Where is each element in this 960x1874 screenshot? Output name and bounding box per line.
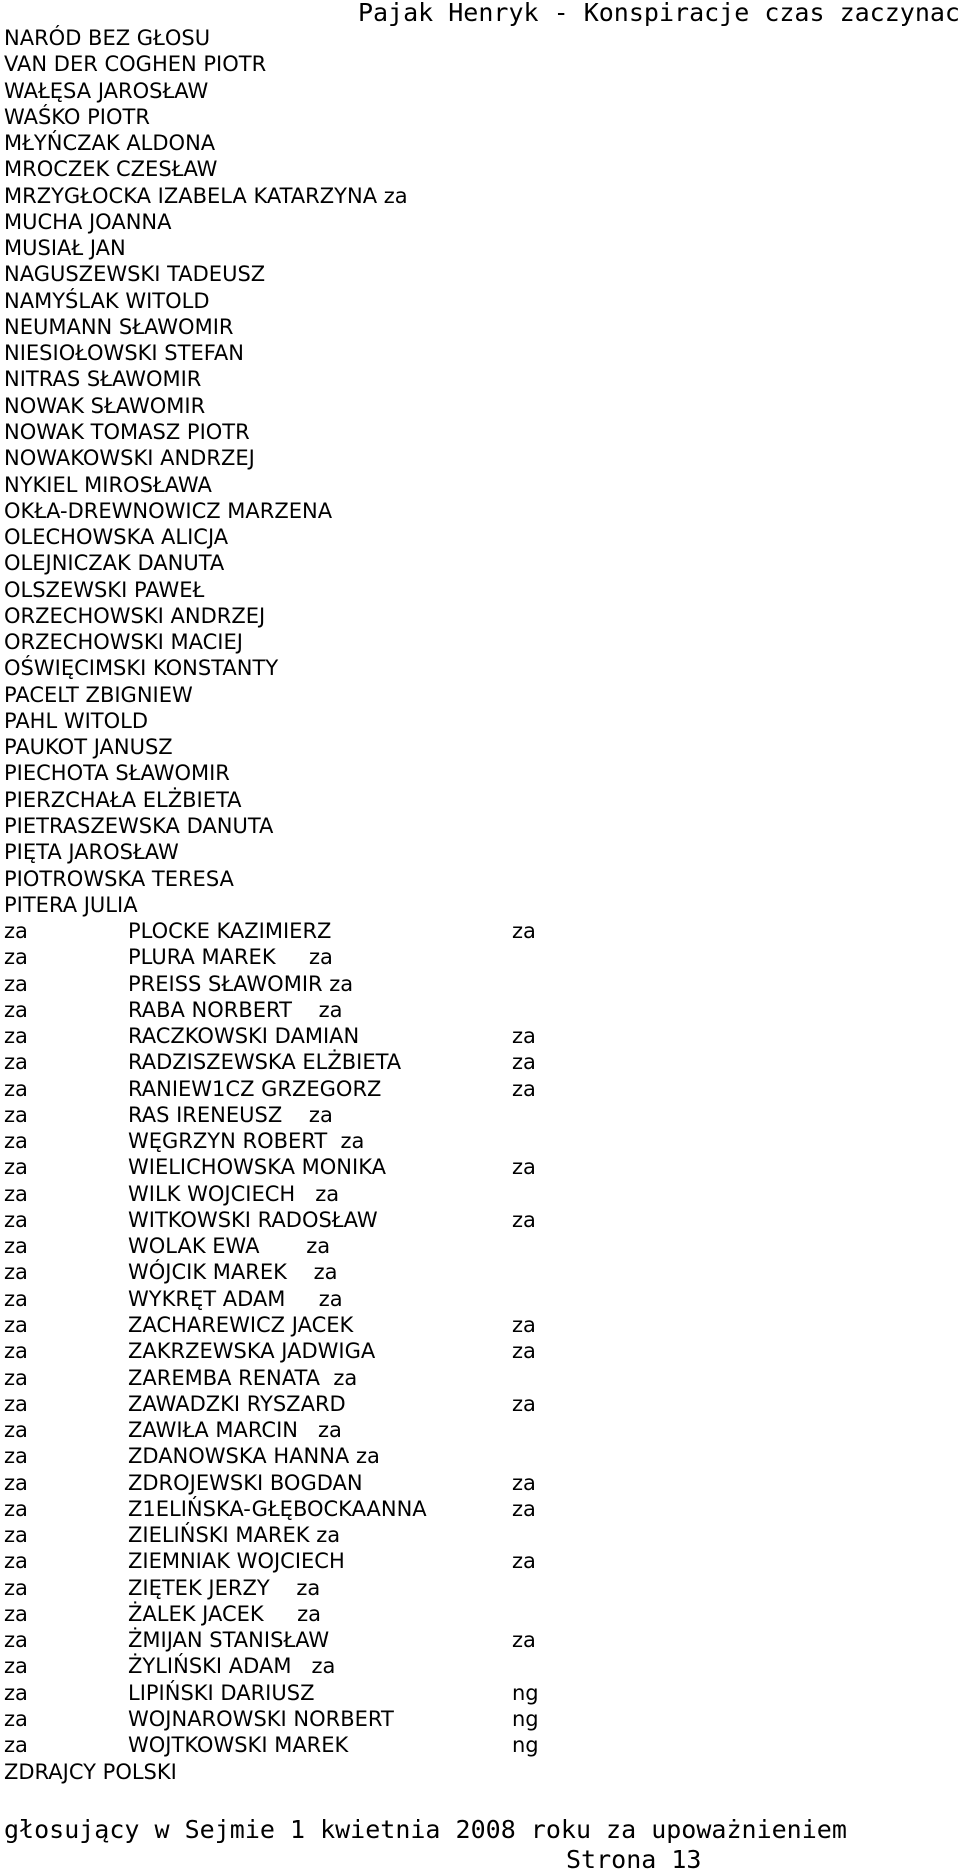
row-first-column: ORZECHOWSKI MACIEJ: [4, 630, 243, 655]
list-item: [4, 629, 954, 655]
row-first-column: WAŚKO PIOTR: [4, 104, 150, 129]
row-vote: za: [512, 1050, 536, 1075]
row-vote: ng: [512, 1707, 539, 1731]
row-name: ŻALEK JACEK za: [128, 1601, 321, 1626]
row-vote: za: [512, 1155, 536, 1180]
row-first-column: VAN DER COGHEN PIOTR: [4, 52, 267, 77]
row-first-column: za: [4, 945, 28, 970]
row-vote: za: [512, 919, 536, 944]
list-item: [4, 1312, 954, 1338]
list-item: [4, 524, 954, 550]
row-first-column: NITRAS SŁAWOMIR: [4, 367, 202, 392]
row-name: ZAREMBA RENATA za: [128, 1365, 358, 1390]
list-item: [4, 156, 954, 182]
list-item: [4, 1286, 954, 1312]
row-first-column: za: [4, 1260, 28, 1285]
list-item: [4, 813, 954, 839]
row-name: LIPIŃSKI DARIUSZ: [128, 1680, 315, 1705]
list-item: [4, 866, 954, 892]
list-item: [4, 603, 954, 629]
row-first-column: za: [4, 1391, 28, 1416]
list-item: [4, 261, 954, 287]
row-first-column: OLEJNICZAK DANUTA: [4, 551, 225, 576]
row-first-column: PIECHOTA SŁAWOMIR: [4, 761, 230, 786]
row-first-column: za: [4, 1575, 28, 1600]
row-first-column: PIOTROWSKA TERESA: [4, 866, 234, 891]
list-item: [4, 997, 954, 1023]
page-number: Strona 13: [566, 1845, 702, 1874]
row-first-column: MŁYŃCZAK ALDONA: [4, 131, 216, 156]
list-item: [4, 760, 954, 786]
row-name: PLOCKE KAZIMIERZ: [128, 919, 332, 944]
row-first-column: MUSIAŁ JAN: [4, 236, 126, 261]
list-item: [4, 235, 954, 261]
row-first-column: PIERZCHAŁA ELŻBIETA: [4, 787, 242, 812]
row-first-column: OŚWIĘCIMSKI KONSTANTY: [4, 656, 279, 681]
list-item: [4, 445, 954, 471]
row-name: ZACHAREWICZ JACEK: [128, 1313, 354, 1338]
row-first-column: MRZYGŁOCKA IZABELA KATARZYNA za: [4, 183, 408, 208]
row-vote: za: [512, 1391, 536, 1416]
list-item: [4, 655, 954, 681]
list-item: [4, 419, 954, 445]
list-item: [4, 1023, 954, 1049]
row-first-column: NARÓD BEZ GŁOSU: [4, 26, 211, 50]
row-first-column: PACELT ZBIGNIEW: [4, 682, 193, 707]
row-name: WOJTKOWSKI MAREK: [128, 1733, 349, 1758]
list-item: [4, 1128, 954, 1154]
list-item: [4, 1627, 954, 1653]
list-item: [4, 25, 954, 51]
list-item: [4, 1154, 954, 1180]
list-item: [4, 787, 954, 813]
list-item: [4, 1259, 954, 1285]
row-name: ZAKRZEWSKA JADWIGA: [128, 1339, 376, 1364]
row-name: Z1ELIŃSKA-GŁĘBOCKAANNA: [128, 1496, 427, 1521]
list-item: [4, 1759, 954, 1785]
list-item: [4, 1181, 954, 1207]
row-vote: za: [512, 1313, 536, 1338]
row-first-column: NIESIOŁOWSKI STEFAN: [4, 341, 244, 366]
row-name: PREISS SŁAWOMIR za: [128, 971, 354, 996]
list-item: [4, 1601, 954, 1627]
row-name: RADZISZEWSKA ELŻBIETA: [128, 1050, 402, 1075]
list-item: [4, 498, 954, 524]
row-vote: za: [512, 1024, 536, 1049]
row-first-column: OKŁA-DREWNOWICZ MARZENA: [4, 498, 333, 523]
list-item: [4, 971, 954, 997]
list-item: [4, 472, 954, 498]
row-first-column: za: [4, 1601, 28, 1626]
row-name: RANIEW1CZ GRZEGORZ: [128, 1076, 382, 1101]
row-first-column: za: [4, 1234, 28, 1259]
row-first-column: NYKIEL MIROSŁAWA: [4, 472, 212, 497]
row-vote: za: [512, 1628, 536, 1653]
row-first-column: NOWAKOWSKI ANDRZEJ: [4, 446, 255, 471]
row-name: ŻMIJAN STANISŁAW: [128, 1628, 330, 1653]
row-first-column: MUCHA JOANNA: [4, 209, 172, 234]
row-first-column: za: [4, 919, 28, 944]
row-first-column: NEUMANN SŁAWOMIR: [4, 314, 234, 339]
row-first-column: OLSZEWSKI PAWEŁ: [4, 577, 205, 602]
row-first-column: OLECHOWSKA ALICJA: [4, 525, 229, 550]
row-name: WITKOWSKI RADOSŁAW: [128, 1207, 378, 1232]
row-name: WÓJCIK MAREK za: [128, 1260, 338, 1285]
row-first-column: za: [4, 1523, 28, 1548]
row-first-column: za: [4, 1733, 28, 1758]
list-item: [4, 944, 954, 970]
row-vote: za: [512, 1470, 536, 1495]
row-first-column: ORZECHOWSKI ANDRZEJ: [4, 603, 266, 628]
row-first-column: PITERA JULIA: [4, 892, 138, 917]
list-item: [4, 839, 954, 865]
row-first-column: za: [4, 1076, 28, 1101]
row-first-column: za: [4, 1102, 28, 1127]
list-item: [4, 1496, 954, 1522]
list-item: [4, 1233, 954, 1259]
list-item: [4, 1338, 954, 1364]
row-vote: ng: [512, 1680, 539, 1705]
row-first-column: PIETRASZEWSKA DANUTA: [4, 813, 274, 838]
list-item: [4, 1470, 954, 1496]
row-first-column: PAUKOT JANUSZ: [4, 735, 173, 760]
row-vote: za: [512, 1339, 536, 1364]
row-name: WIELICHOWSKA MONIKA: [128, 1155, 386, 1180]
list-item: [4, 183, 954, 209]
row-name: WĘGRZYN ROBERT za: [128, 1129, 365, 1154]
row-first-column: NAMYŚLAK WITOLD: [4, 288, 210, 313]
row-first-column: za: [4, 997, 28, 1022]
row-first-column: za: [4, 1628, 28, 1653]
row-name: ZAWADZKI RYSZARD: [128, 1391, 346, 1416]
row-first-column: ZDRAJCY POLSKI: [4, 1759, 177, 1784]
row-first-column: za: [4, 1339, 28, 1364]
list-item: [4, 314, 954, 340]
list-item: [4, 78, 954, 104]
row-name: RAS IRENEUSZ za: [128, 1102, 333, 1127]
row-first-column: za: [4, 1365, 28, 1390]
row-name: ZIĘTEK JERZY za: [128, 1575, 321, 1600]
row-first-column: za: [4, 1129, 28, 1154]
row-first-column: za: [4, 971, 28, 996]
row-name: RABA NORBERT za: [128, 997, 343, 1022]
row-first-column: za: [4, 1680, 28, 1705]
row-first-column: WAŁĘSA JAROSŁAW: [4, 78, 209, 103]
row-name: RACZKOWSKI DAMIAN: [128, 1024, 360, 1049]
row-name: ZIELIŃSKI MAREK za: [128, 1523, 341, 1548]
row-name: WYKRĘT ADAM za: [128, 1286, 343, 1311]
list-item: [4, 340, 954, 366]
row-first-column: PIĘTA JAROSŁAW: [4, 840, 179, 865]
vote-list: [4, 25, 954, 1785]
row-name: WOJNAROWSKI NORBERT: [128, 1707, 394, 1731]
list-item: [4, 892, 954, 918]
list-item: [4, 550, 954, 576]
list-item: [4, 1443, 954, 1469]
list-item: [4, 1653, 954, 1679]
row-first-column: NOWAK TOMASZ PIOTR: [4, 419, 250, 444]
list-item: [4, 104, 954, 130]
list-item: [4, 393, 954, 419]
row-first-column: za: [4, 1050, 28, 1075]
row-first-column: za: [4, 1444, 28, 1469]
list-item: [4, 1417, 954, 1443]
list-item: [4, 1207, 954, 1233]
list-item: [4, 209, 954, 235]
row-vote: ng: [512, 1733, 539, 1758]
list-item: [4, 1076, 954, 1102]
list-item: [4, 366, 954, 392]
row-name: ZDROJEWSKI BOGDAN: [128, 1470, 363, 1495]
list-item: [4, 734, 954, 760]
list-item: [4, 1049, 954, 1075]
list-item: [4, 1391, 954, 1417]
row-name: WILK WOJCIECH za: [128, 1181, 340, 1206]
row-name: WOLAK EWA za: [128, 1234, 331, 1259]
list-item: [4, 1548, 954, 1574]
list-item: [4, 1522, 954, 1548]
row-first-column: NOWAK SŁAWOMIR: [4, 393, 206, 418]
row-vote: za: [512, 1076, 536, 1101]
list-item: [4, 1680, 954, 1706]
row-name: ŻYLIŃSKI ADAM za: [128, 1654, 336, 1679]
list-item: [4, 918, 954, 944]
row-vote: za: [512, 1207, 536, 1232]
list-item: [4, 1732, 954, 1758]
row-first-column: za: [4, 1286, 28, 1311]
list-item: [4, 130, 954, 156]
row-first-column: za: [4, 1024, 28, 1049]
list-item: [4, 682, 954, 708]
list-item: [4, 288, 954, 314]
document-header-title: Pajak Henryk - Konspiracje czas zaczynac: [357, 0, 960, 27]
row-first-column: MROCZEK CZESŁAW: [4, 157, 218, 182]
row-first-column: za: [4, 1207, 28, 1232]
list-item: [4, 708, 954, 734]
row-name: ZAWIŁA MARCIN za: [128, 1418, 342, 1443]
row-first-column: za: [4, 1654, 28, 1679]
row-first-column: za: [4, 1313, 28, 1338]
row-first-column: za: [4, 1181, 28, 1206]
row-first-column: za: [4, 1707, 28, 1731]
row-name: ZIEMNIAK WOJCIECH: [128, 1549, 345, 1574]
row-first-column: za: [4, 1496, 28, 1521]
row-first-column: NAGUSZEWSKI TADEUSZ: [4, 262, 266, 287]
list-item: [4, 1575, 954, 1601]
row-first-column: za: [4, 1549, 28, 1574]
list-item: [4, 51, 954, 77]
row-vote: za: [512, 1549, 536, 1574]
footer-text: głosujący w Sejmie 1 kwietnia 2008 roku za upoważnieniem: [4, 1815, 847, 1844]
list-item: [4, 1102, 954, 1128]
row-name: PLURA MAREK za: [128, 945, 333, 970]
row-first-column: za: [4, 1418, 28, 1443]
list-item: [4, 1365, 954, 1391]
row-vote: za: [512, 1496, 536, 1521]
row-first-column: za: [4, 1155, 28, 1180]
row-first-column: PAHL WITOLD: [4, 708, 149, 733]
row-first-column: za: [4, 1470, 28, 1495]
list-item: [4, 1706, 954, 1732]
row-name: ZDANOWSKA HANNA za: [128, 1444, 380, 1469]
list-item: [4, 577, 954, 603]
